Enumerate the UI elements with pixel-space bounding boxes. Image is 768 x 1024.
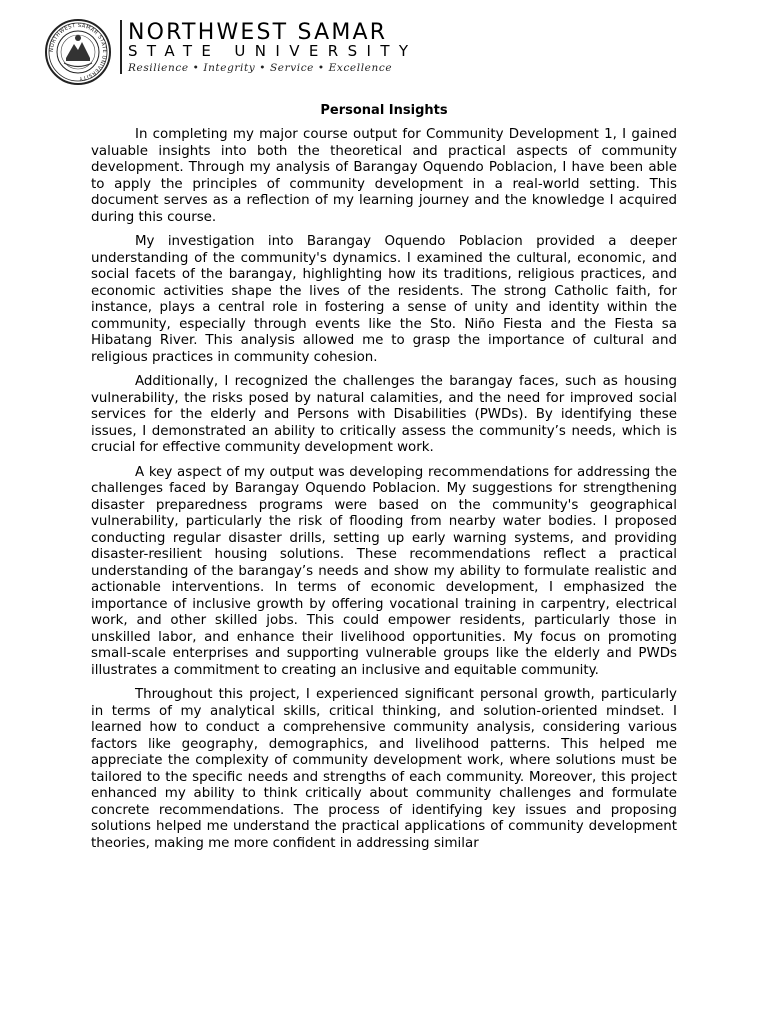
paragraph: A key aspect of my output was developing recommendations for addressing the challenges faced by Barangay Oquendo Poblacion. My suggestions for strengthening disaster preparedness programs were based on the community's geographical vulnerability, particularly the risk of flooding from nearby water bodies. I proposed conducting regular disaster drills, setting up early warning systems, and providing disaster-resilient housing solutions. These recommendations reflect a practical understanding of the barangay’s needs and show my ability to formulate realistic and actionable interventions. In terms of economic development, I emphasized the importance of inclusive growth by offering vocational training in carpentry, electrical work, and other skilled jobs. This could empower residents, particularly those in unskilled labor, and enhance their livelihood opportunities. My focus on promoting small-scale enterprises and supporting vulnerable groups like the elderly and PWDs illustrates a commitment to creating an inclusive and equitable community. <box>91 464 677 678</box>
paragraph: In completing my major course output for Community Development 1, I gained valuable insights into both the theoretical and practical aspects of community development. Through my analysis of Barangay Oquendo Poblacion, I have been able to apply the principles of community development in a real-world setting. This document serves as a reflection of my learning journey and the knowledge I acquired during this course. <box>91 127 677 225</box>
university-seal-logo <box>44 18 112 86</box>
paragraph: Throughout this project, I experienced significant personal growth, particularly in terms of my analytical skills, critical thinking, and solution-oriented mindset. I learned how to conduct a comprehensive community analysis, considering various factors like geography, demographics, and livelihood patterns. This helped me appreciate the complexity of community development work, where solutions must be tailored to the specific needs and strengths of each community. Moreover, this project enhanced my ability to think critically about community challenges and formulate concrete recommendations. The process of identifying key issues and proposing solutions helped me understand the practical applications of community development theories, making me more confident in addressing similar <box>91 687 677 851</box>
university-name: NORTHWEST SAMAR <box>128 20 388 45</box>
document-title: Personal Insights <box>320 103 448 118</box>
paragraph: Additionally, I recognized the challenges the barangay faces, such as housing vulnerability, the risks posed by natural calamities, and the need for improved social services for the elderly and Persons with Disabilities (PWDs). By identifying these issues, I demonstrated an ability to critically assess the community’s needs, which is crucial for effective community development work. <box>91 374 677 455</box>
header-divider <box>120 20 122 74</box>
university-motto: Resilience • Integrity • Service • Excellence <box>128 62 393 74</box>
university-subtitle: STATE UNIVERSITY <box>128 42 418 60</box>
svg-text:NORTHWEST SAMAR STATE UNIVERSI: NORTHWEST SAMAR STATE UNIVERSITY <box>48 22 108 82</box>
document-body <box>91 127 677 860</box>
letterhead <box>44 18 444 84</box>
paragraph: My investigation into Barangay Oquendo Poblacion provided a deeper understanding of the community's dynamics. I examined the cultural, economic, and social facets of the barangay, highlighting how its traditions, religious practices, and economic activities shape the lives of the residents. The strong Catholic faith, for instance, plays a central role in fostering a sense of unity and identity within the community, especially through events like the Sto. Niño Fiesta and the Fiesta sa Hibatang River. This analysis allowed me to grasp the importance of cultural and religious practices in community cohesion. <box>91 234 677 365</box>
